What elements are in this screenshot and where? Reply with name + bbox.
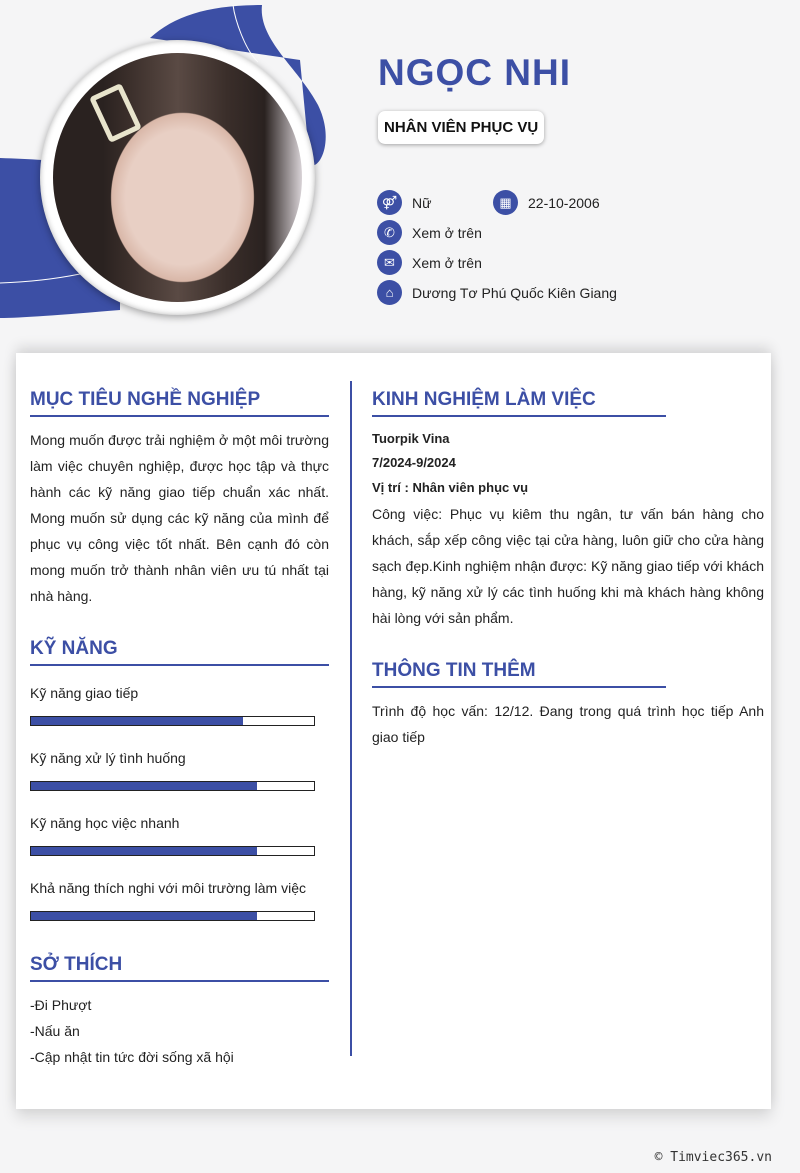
footer-credit: © Timviec365.vn xyxy=(654,1150,772,1165)
hobby-item: -Đi Phượt xyxy=(30,997,92,1013)
phone-value: Xem ở trên xyxy=(412,224,482,241)
skill-bar-fill xyxy=(31,847,257,855)
hobbies-heading: SỞ THÍCH xyxy=(30,954,329,982)
envelope-icon: ✉ xyxy=(377,250,402,275)
experience-heading: KINH NGHIỆM LÀM VIỆC xyxy=(372,389,666,417)
email-row xyxy=(377,250,482,275)
skill-label: Kỹ năng xử lý tình huống xyxy=(30,750,186,766)
skill-label: Khả năng thích nghi với môi trường làm việc xyxy=(30,880,306,896)
hair-clip xyxy=(89,83,142,143)
work-period: 7/2024-9/2024 xyxy=(372,455,456,470)
additional-heading: THÔNG TIN THÊM xyxy=(372,660,666,688)
objective-heading: MỤC TIÊU NGHỀ NGHIỆP xyxy=(30,389,329,417)
position-badge: NHÂN VIÊN PHỤC VỤ xyxy=(378,111,544,144)
additional-text: Trình độ học vấn: 12/12. Đang trong quá trình học tiếp Anh giao tiếp xyxy=(372,703,764,745)
candidate-name: NGỌC NHI xyxy=(378,52,571,93)
skill-bar xyxy=(30,911,315,921)
skill-label: Kỹ năng học việc nhanh xyxy=(30,815,180,831)
company-name: Tuorpik Vina xyxy=(372,431,450,446)
phone-row xyxy=(377,220,482,245)
skill-bar xyxy=(30,781,315,791)
skill-bar-fill xyxy=(31,782,257,790)
email-value: Xem ở trên xyxy=(412,254,482,271)
phone-icon: ✆ xyxy=(377,220,402,245)
gender-row xyxy=(377,190,431,215)
gender-value: Nữ xyxy=(412,194,432,211)
work-description: Công việc: Phục vụ kiêm thu ngân, tư vấn bán hàng cho khách, sắp xếp công việc tại cửa hàng, luôn giữ cho cửa hàng sạch đẹp.Kinh nghiệm nhận được: Kỹ năng giao tiếp với khách hàng, kỹ năng xử lý các tình huống khi mà khách hàng không hài lòng với sản phẩm. xyxy=(372,506,764,626)
address-value: Dương Tơ Phú Quốc Kiên Giang xyxy=(412,284,617,301)
address-row xyxy=(377,280,617,305)
hobby-item: -Cập nhật tin tức đời sống xã hội xyxy=(30,1049,234,1065)
avatar xyxy=(40,40,315,315)
work-role: Vị trí : Nhân viên phục vụ xyxy=(372,480,529,495)
birthday-row xyxy=(493,190,600,215)
home-icon: ⌂ xyxy=(377,280,402,305)
skill-bar xyxy=(30,716,315,726)
skill-label: Kỹ năng giao tiếp xyxy=(30,685,139,701)
skill-bar-fill xyxy=(31,717,243,725)
calendar-icon: ▦ xyxy=(493,190,518,215)
objective-text: Mong muốn được trải nghiệm ở một môi trường làm việc chuyên nghiệp, được học tập và thực hành các kỹ năng giao tiếp chuẩn xác nhất. Mong muốn sử dụng các kỹ năng của mình để phục vụ công việc tốt nhất. Bên cạnh đó còn mong muốn trở thành nhân viên ưu tú nhất tại nhà hàng. xyxy=(30,432,329,604)
skills-heading: KỸ NĂNG xyxy=(30,638,329,666)
hobby-item: -Nấu ăn xyxy=(30,1023,80,1039)
skill-bar-fill xyxy=(31,912,257,920)
column-divider xyxy=(350,381,352,1056)
profile-photo xyxy=(53,53,302,302)
gender-icon: ⚤ xyxy=(377,190,402,215)
birthday-value: 22-10-2006 xyxy=(528,194,600,211)
skill-bar xyxy=(30,846,315,856)
